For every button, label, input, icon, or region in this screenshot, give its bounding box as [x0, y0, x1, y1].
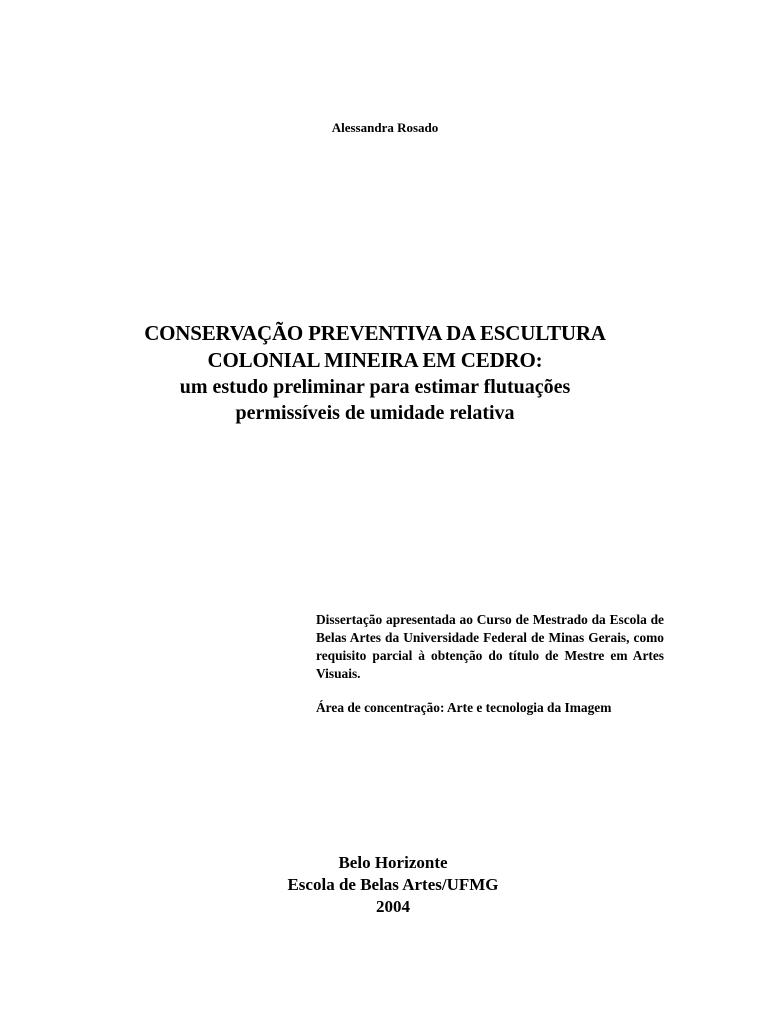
imprint — [0, 852, 770, 918]
imprint-year: 2004 — [376, 897, 410, 916]
title-line-1: CONSERVAÇÃO PREVENTIVA DA ESCULTURA — [144, 321, 606, 345]
title-line-2: COLONIAL MINEIRA EM CEDRO: — [207, 348, 543, 372]
imprint-city: Belo Horizonte — [338, 853, 448, 872]
concentration-area: Área de concentração: Arte e tecnologia da Imagem — [316, 700, 612, 715]
dissertation-title — [0, 320, 750, 426]
imprint-institution: Escola de Belas Artes/UFMG — [287, 875, 499, 894]
subtitle-line-1: um estudo preliminar para estimar flutuações — [179, 376, 571, 398]
dissertation-note: Dissertação apresentada ao Curso de Mestrado da Escola de Belas Artes da Universidade Federal de Minas Gerais, como requisito parcial à obtenção do título de Mestre em Artes Visuais. — [316, 612, 664, 681]
author-name: Alessandra Rosado — [331, 120, 439, 135]
subtitle-line-2: permissíveis de umidade relativa — [235, 402, 515, 424]
